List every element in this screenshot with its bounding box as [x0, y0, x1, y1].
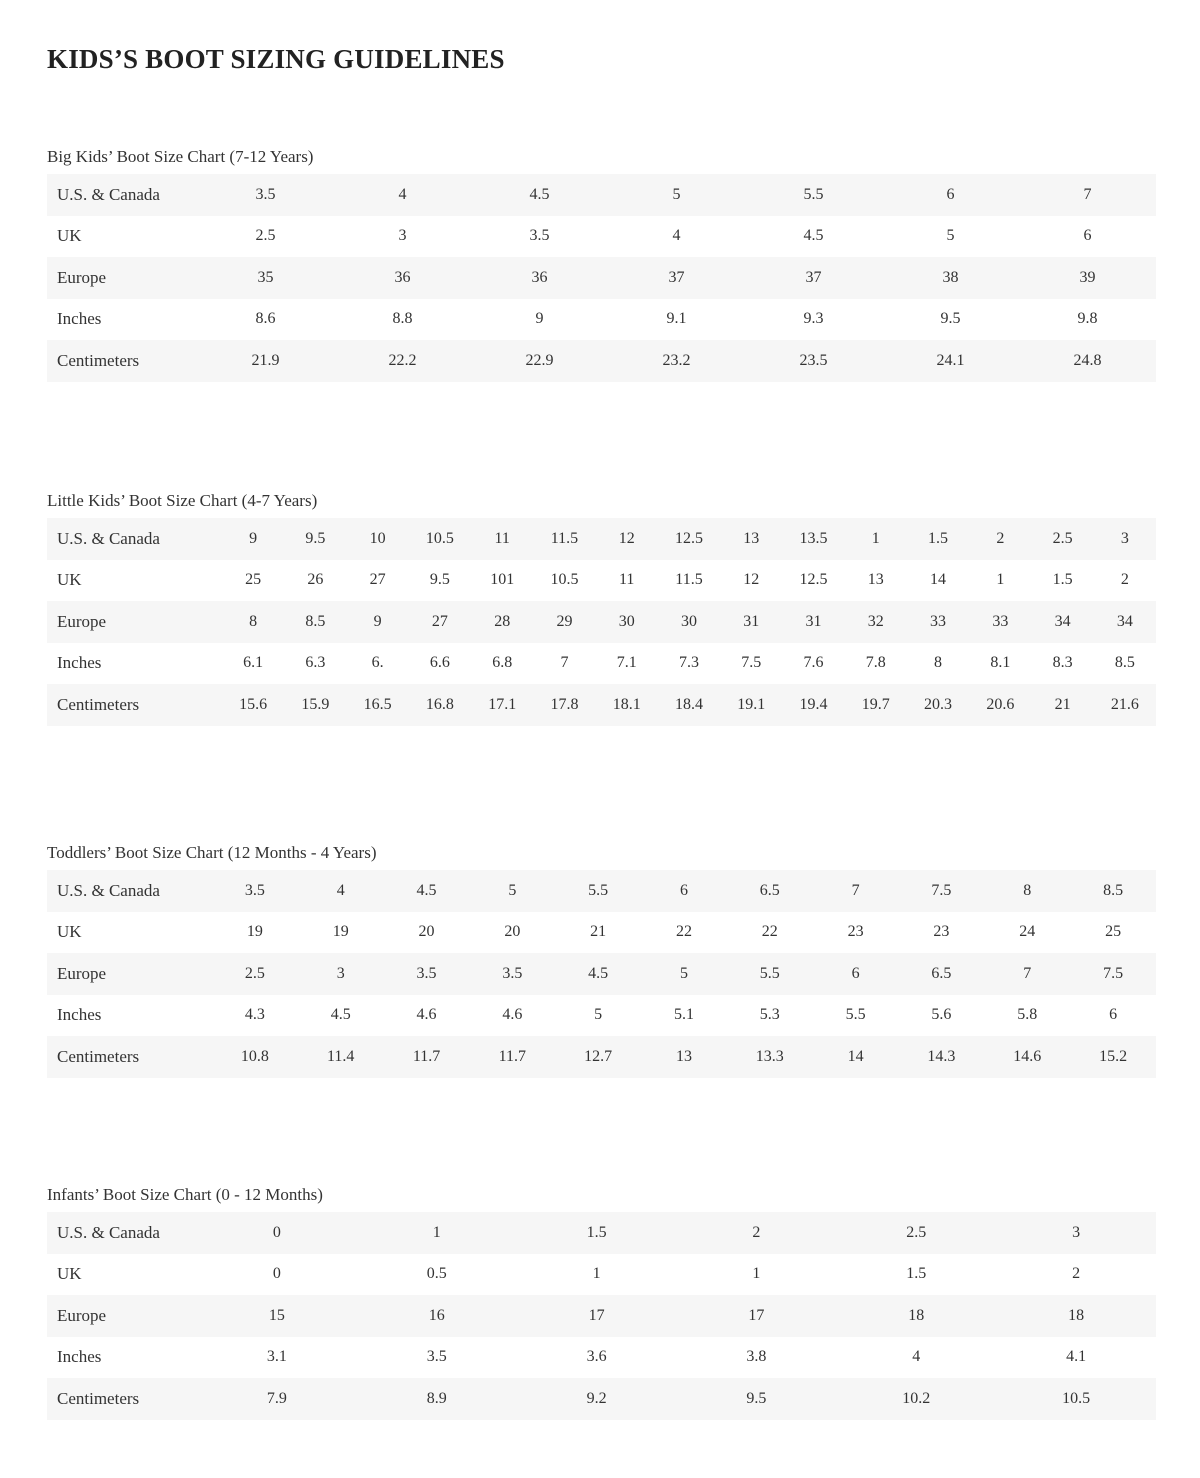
- size-cell: 7: [560, 654, 569, 672]
- size-cell: 5.3: [759, 1006, 780, 1024]
- size-cell: 16: [357, 1295, 517, 1337]
- size-cell: 20.6: [969, 684, 1031, 726]
- size-cell: 22: [675, 923, 692, 941]
- size-cell: 4.6: [502, 1006, 523, 1024]
- size-cell: 5: [594, 1006, 603, 1024]
- size-cell: 1.5: [517, 1212, 677, 1254]
- size-cell: 7: [1019, 174, 1156, 216]
- section-title: Little Kids’ Boot Size Chart (4-7 Years): [47, 491, 318, 510]
- size-cell: 35: [197, 257, 334, 299]
- size-cell: 34: [1031, 601, 1093, 643]
- size-cell: 9.1: [666, 310, 687, 328]
- table-row: [47, 216, 1156, 258]
- size-cell: 2: [1120, 571, 1129, 589]
- row-label: UK: [57, 570, 82, 590]
- size-cell: 13: [720, 518, 782, 560]
- size-cell: 4.5: [555, 953, 641, 995]
- size-cell: 8.8: [392, 310, 413, 328]
- size-table: [47, 518, 1156, 726]
- size-cell: 23.2: [608, 340, 745, 382]
- size-cell: 6.: [371, 654, 384, 672]
- page-title: KIDS’S BOOT SIZING GUIDELINES: [47, 44, 505, 74]
- size-cell: 20: [418, 923, 435, 941]
- size-cell: 23.5: [745, 340, 882, 382]
- size-cell: 8.5: [284, 601, 346, 643]
- row-label: Inches: [57, 309, 102, 329]
- size-cell: 22.9: [471, 340, 608, 382]
- size-cell: 101: [490, 571, 515, 589]
- size-cell: 7.9: [197, 1378, 357, 1420]
- size-cell: 5.1: [673, 1006, 694, 1024]
- size-cell: 3.8: [746, 1348, 767, 1366]
- size-cell: 4.5: [384, 870, 470, 912]
- size-cell: 20: [504, 923, 521, 941]
- size-cell: 10.8: [212, 1036, 298, 1078]
- size-cell: 16.8: [409, 684, 471, 726]
- size-cell: 31: [720, 601, 782, 643]
- row-label: Europe: [47, 1295, 197, 1337]
- size-cell: 0: [272, 1265, 281, 1283]
- size-cell: 2.5: [1031, 518, 1093, 560]
- size-cell: 6.8: [492, 654, 513, 672]
- size-cell: 6: [1083, 227, 1092, 245]
- table-row: [47, 643, 1156, 685]
- size-cell: 18.4: [658, 684, 720, 726]
- size-cell: 14.6: [984, 1036, 1070, 1078]
- size-cell: 9: [222, 518, 284, 560]
- section-title: Big Kids’ Boot Size Chart (7-12 Years): [47, 147, 314, 166]
- size-cell: 3: [398, 227, 407, 245]
- size-cell: 6: [813, 953, 899, 995]
- table-row: [47, 1378, 1156, 1420]
- size-cell: 11.7: [384, 1036, 470, 1078]
- size-cell: 4.5: [803, 227, 824, 245]
- size-cell: 8.3: [1052, 654, 1073, 672]
- size-cell: 3.5: [384, 953, 470, 995]
- size-cell: 16.5: [347, 684, 409, 726]
- table-row: [47, 1254, 1156, 1296]
- size-cell: 7.8: [865, 654, 886, 672]
- size-cell: 12: [743, 571, 760, 589]
- size-cell: 5: [608, 174, 745, 216]
- size-cell: 18: [996, 1295, 1156, 1337]
- size-cell: 4.5: [330, 1006, 351, 1024]
- size-cell: 9.2: [517, 1378, 677, 1420]
- table-row: [47, 912, 1156, 954]
- row-label: Inches: [57, 1347, 102, 1367]
- size-cell: 6: [641, 870, 727, 912]
- table-row: [47, 601, 1156, 643]
- size-cell: 8: [984, 870, 1070, 912]
- size-cell: 5.5: [555, 870, 641, 912]
- size-cell: 3.5: [426, 1348, 447, 1366]
- size-cell: 9: [347, 601, 409, 643]
- table-row: [47, 870, 1156, 912]
- table-row: [47, 1337, 1156, 1379]
- size-cell: 7.5: [1070, 953, 1156, 995]
- size-cell: 27: [409, 601, 471, 643]
- size-cell: 8.1: [990, 654, 1011, 672]
- size-cell: 28: [471, 601, 533, 643]
- size-cell: 0: [197, 1212, 357, 1254]
- size-cell: 2.5: [836, 1212, 996, 1254]
- size-cell: 13: [867, 571, 884, 589]
- size-cell: 10: [347, 518, 409, 560]
- size-cell: 14.3: [899, 1036, 985, 1078]
- size-cell: 33: [969, 601, 1031, 643]
- size-cell: 23: [847, 923, 864, 941]
- size-cell: 36: [471, 257, 608, 299]
- size-cell: 19: [246, 923, 263, 941]
- size-cell: 11.5: [675, 571, 703, 589]
- size-cell: 12: [596, 518, 658, 560]
- size-cell: 29: [533, 601, 595, 643]
- size-cell: 36: [334, 257, 471, 299]
- section-title: Toddlers’ Boot Size Chart (12 Months - 4 Years): [47, 843, 377, 862]
- size-cell: 17: [676, 1295, 836, 1337]
- size-cell: 3.6: [586, 1348, 607, 1366]
- size-cell: 2.5: [212, 953, 298, 995]
- size-cell: 4.1: [1066, 1348, 1087, 1366]
- size-cell: 5: [469, 870, 555, 912]
- size-cell: 22: [761, 923, 778, 941]
- size-cell: 3.5: [197, 174, 334, 216]
- size-cell: 3.5: [529, 227, 550, 245]
- size-table: [47, 1212, 1156, 1420]
- size-cell: 9.8: [1077, 310, 1098, 328]
- size-cell: 17.1: [471, 684, 533, 726]
- size-cell: 9.5: [940, 310, 961, 328]
- size-cell: 6.5: [727, 870, 813, 912]
- size-cell: 10.5: [550, 571, 579, 589]
- size-cell: 2: [969, 518, 1031, 560]
- size-cell: 8.5: [1114, 654, 1135, 672]
- row-label: Centimeters: [47, 684, 222, 726]
- size-cell: 9.5: [429, 571, 450, 589]
- size-cell: 13.5: [782, 518, 844, 560]
- size-cell: 8.9: [357, 1378, 517, 1420]
- row-label: Centimeters: [47, 340, 197, 382]
- table-row: [47, 684, 1156, 726]
- size-cell: 5.8: [1017, 1006, 1038, 1024]
- size-cell: 11.5: [533, 518, 595, 560]
- size-cell: 17: [517, 1295, 677, 1337]
- size-cell: 3.1: [266, 1348, 287, 1366]
- size-cell: 6.6: [429, 654, 450, 672]
- size-cell: 4: [334, 174, 471, 216]
- size-cell: 9.5: [676, 1378, 836, 1420]
- size-cell: 7: [984, 953, 1070, 995]
- size-cell: 15.2: [1070, 1036, 1156, 1078]
- table-row: [47, 1295, 1156, 1337]
- size-cell: 24.8: [1019, 340, 1156, 382]
- size-cell: 3.5: [469, 953, 555, 995]
- size-cell: 2.5: [255, 227, 276, 245]
- size-cell: 6.3: [305, 654, 326, 672]
- size-cell: 32: [845, 601, 907, 643]
- size-cell: 19.7: [845, 684, 907, 726]
- size-cell: 12.5: [658, 518, 720, 560]
- size-cell: 1: [357, 1212, 517, 1254]
- size-cell: 1: [752, 1265, 761, 1283]
- size-cell: 3.5: [212, 870, 298, 912]
- size-cell: 13.3: [727, 1036, 813, 1078]
- size-cell: 5.5: [727, 953, 813, 995]
- row-label: UK: [57, 1264, 82, 1284]
- size-cell: 3: [298, 953, 384, 995]
- size-cell: 8: [222, 601, 284, 643]
- row-label: Inches: [57, 653, 102, 673]
- size-cell: 3: [996, 1212, 1156, 1254]
- size-cell: 4: [298, 870, 384, 912]
- size-cell: 8.5: [1070, 870, 1156, 912]
- size-cell: 11: [619, 571, 635, 589]
- size-cell: 24: [1019, 923, 1036, 941]
- size-cell: 15.6: [222, 684, 284, 726]
- size-table: [47, 174, 1156, 382]
- row-label: Centimeters: [47, 1036, 212, 1078]
- size-cell: 13: [641, 1036, 727, 1078]
- row-label: Europe: [47, 257, 197, 299]
- size-cell: 25: [245, 571, 262, 589]
- row-label: Centimeters: [47, 1378, 197, 1420]
- size-cell: 38: [882, 257, 1019, 299]
- size-cell: 7.5: [741, 654, 762, 672]
- size-cell: 11.7: [469, 1036, 555, 1078]
- size-cell: 1: [592, 1265, 601, 1283]
- size-cell: 21: [590, 923, 607, 941]
- table-row: [47, 257, 1156, 299]
- size-cell: 21.6: [1094, 684, 1156, 726]
- size-cell: 7: [813, 870, 899, 912]
- size-cell: 27: [369, 571, 386, 589]
- size-cell: 7.3: [678, 654, 699, 672]
- row-label: UK: [57, 922, 82, 942]
- size-cell: 11.4: [298, 1036, 384, 1078]
- size-cell: 26: [307, 571, 324, 589]
- size-cell: 12.5: [799, 571, 828, 589]
- size-cell: 20.3: [907, 684, 969, 726]
- size-cell: 21: [1031, 684, 1093, 726]
- size-cell: 30: [658, 601, 720, 643]
- size-cell: 1.5: [1052, 571, 1073, 589]
- size-cell: 10.5: [409, 518, 471, 560]
- size-cell: 21.9: [197, 340, 334, 382]
- table-row: [47, 995, 1156, 1037]
- size-cell: 24.1: [882, 340, 1019, 382]
- size-cell: 4: [672, 227, 681, 245]
- table-row: [47, 953, 1156, 995]
- size-cell: 23: [933, 923, 950, 941]
- size-cell: 37: [745, 257, 882, 299]
- table-row: [47, 1212, 1156, 1254]
- size-cell: 3: [1094, 518, 1156, 560]
- table-row: [47, 340, 1156, 382]
- size-cell: 6.5: [899, 953, 985, 995]
- row-label: Europe: [47, 601, 222, 643]
- size-cell: 2: [1072, 1265, 1081, 1283]
- size-cell: 18.1: [596, 684, 658, 726]
- size-table: [47, 870, 1156, 1078]
- size-cell: 7.5: [899, 870, 985, 912]
- size-cell: 6.1: [243, 654, 264, 672]
- size-cell: 0.5: [426, 1265, 447, 1283]
- size-cell: 2: [676, 1212, 836, 1254]
- size-cell: 14: [930, 571, 947, 589]
- size-cell: 5.5: [845, 1006, 866, 1024]
- table-row: [47, 174, 1156, 216]
- size-cell: 7.6: [803, 654, 824, 672]
- size-cell: 39: [1019, 257, 1156, 299]
- size-cell: 18: [836, 1295, 996, 1337]
- row-label: Inches: [57, 1005, 102, 1025]
- size-cell: 4.3: [244, 1006, 265, 1024]
- size-cell: 33: [907, 601, 969, 643]
- row-label: U.S. & Canada: [47, 518, 222, 560]
- size-cell: 30: [596, 601, 658, 643]
- size-cell: 4.6: [416, 1006, 437, 1024]
- table-row: [47, 299, 1156, 341]
- size-cell: 9.5: [284, 518, 346, 560]
- size-cell: 5: [641, 953, 727, 995]
- section-title: Infants’ Boot Size Chart (0 - 12 Months): [47, 1185, 323, 1204]
- row-label: U.S. & Canada: [47, 870, 212, 912]
- size-cell: 34: [1094, 601, 1156, 643]
- size-cell: 9.3: [803, 310, 824, 328]
- size-cell: 37: [608, 257, 745, 299]
- table-row: [47, 1036, 1156, 1078]
- size-cell: 7.1: [616, 654, 637, 672]
- size-cell: 10.2: [836, 1378, 996, 1420]
- size-cell: 1: [845, 518, 907, 560]
- size-cell: 14: [813, 1036, 899, 1078]
- size-cell: 5.6: [931, 1006, 952, 1024]
- table-row: [47, 518, 1156, 560]
- size-cell: 11: [471, 518, 533, 560]
- table-row: [47, 560, 1156, 602]
- size-cell: 9: [535, 310, 544, 328]
- size-cell: 19: [332, 923, 349, 941]
- row-label: Europe: [47, 953, 212, 995]
- size-cell: 1.5: [906, 1265, 927, 1283]
- size-cell: 19.4: [782, 684, 844, 726]
- size-cell: 25: [1105, 923, 1122, 941]
- size-cell: 4.5: [471, 174, 608, 216]
- size-cell: 8.6: [255, 310, 276, 328]
- size-cell: 5.5: [745, 174, 882, 216]
- size-cell: 6: [882, 174, 1019, 216]
- row-label: UK: [57, 226, 82, 246]
- size-cell: 4: [912, 1348, 921, 1366]
- size-cell: 12.7: [555, 1036, 641, 1078]
- size-cell: 5: [946, 227, 955, 245]
- size-cell: 10.5: [996, 1378, 1156, 1420]
- size-cell: 6: [1109, 1006, 1118, 1024]
- size-cell: 15.9: [284, 684, 346, 726]
- size-cell: 1: [996, 571, 1005, 589]
- size-cell: 19.1: [720, 684, 782, 726]
- size-cell: 1.5: [907, 518, 969, 560]
- size-cell: 31: [782, 601, 844, 643]
- row-label: U.S. & Canada: [47, 174, 197, 216]
- size-cell: 22.2: [334, 340, 471, 382]
- size-cell: 8: [934, 654, 943, 672]
- row-label: U.S. & Canada: [47, 1212, 197, 1254]
- size-cell: 17.8: [533, 684, 595, 726]
- size-cell: 15: [197, 1295, 357, 1337]
